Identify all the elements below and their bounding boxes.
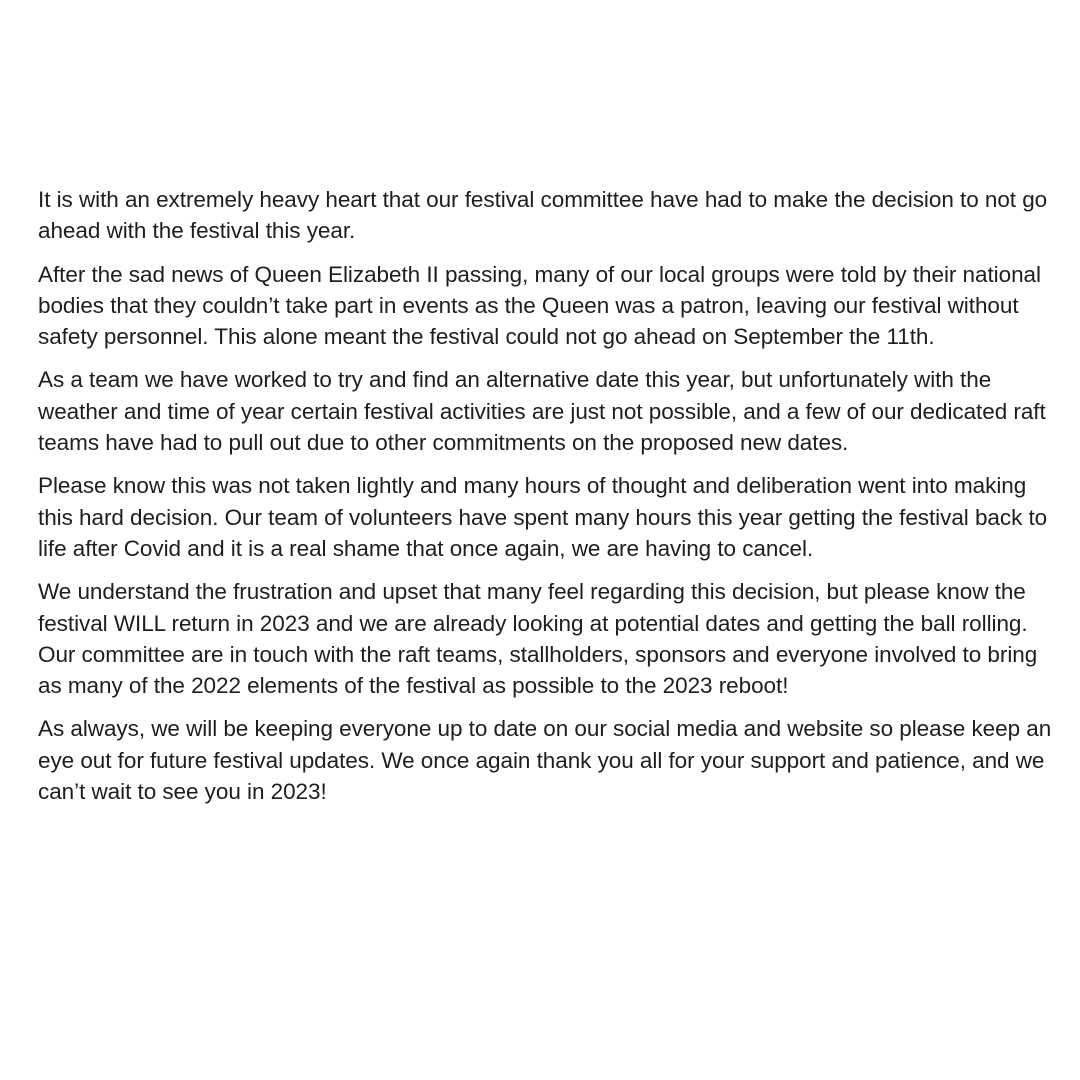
paragraph-updates-thanks: As always, we will be keeping everyone up to date on our social media and website so please keep an eye out for future festival updates. We once again thank you all for your support and patience, and we can’t wait to see you in 2023! bbox=[38, 716, 1052, 805]
paragraph-hard-decision: Please know this was not taken lightly and many hours of thought and deliberation went into making this hard decision. Our team of volunteers have spent many hours this year getting the festival back to life after Covid and it is a real shame that once again, we are having to cancel. bbox=[38, 473, 1048, 561]
paragraph-return-2023: We understand the frustration and upset that many feel regarding this decision, but please know the festival WILL return in 2023 and we are already looking at potential dates and getting the ball rolling. Our committee are in touch with the raft teams, stallholders, sponsors and everyone involved to bring as many of the 2022 elements of the festival as possible to the 2023 reboot! bbox=[38, 579, 1038, 699]
paragraph-decision: It is with an extremely heavy heart that our festival committee have had to make the decision to not go ahead with the festival this year. bbox=[38, 187, 1048, 244]
paragraph-queen-passing: After the sad news of Queen Elizabeth II passing, many of our local groups were told by their national bodies that they couldn’t take part in events as the Queen was a patron, leaving our festival without safety personnel. This alone meant the festival could not go ahead on September the 11th. bbox=[38, 261, 1041, 350]
paragraph-alternative-date: As a team we have worked to try and find an alternative date this year, but unfortunately with the weather and time of year certain festival activities are just not possible, and a few of our dedicated raft teams have had to pull out due to other commitments on the proposed new dates. bbox=[38, 367, 1046, 456]
cancellation-statement bbox=[38, 184, 1058, 807]
